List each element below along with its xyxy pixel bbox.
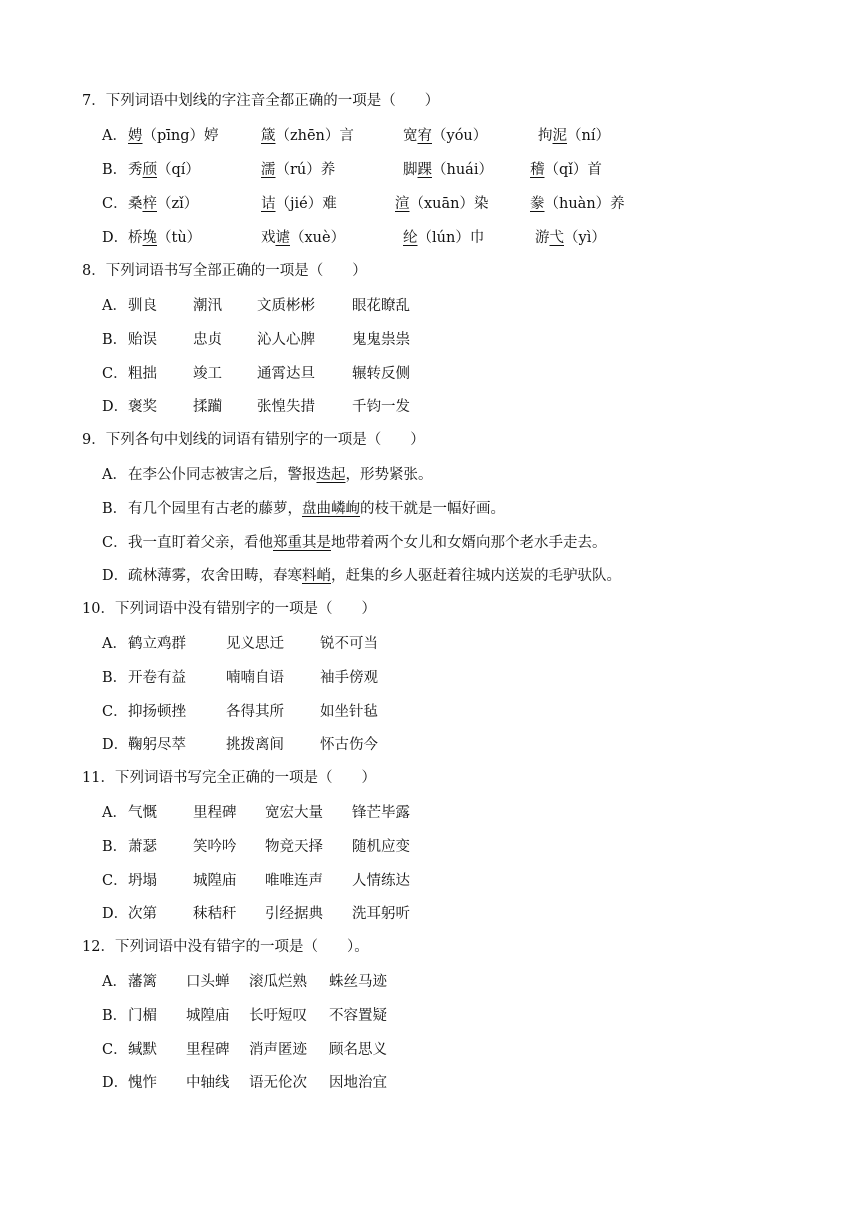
option-text-part: （zǐ）: [157, 196, 199, 212]
option-text: D．: [102, 906, 129, 922]
option-text: D．: [102, 1075, 129, 1091]
question-9-option-d: [102, 566, 822, 586]
option-text: A．: [102, 974, 127, 990]
option-text-part: 我一直盯着父亲，看他: [128, 535, 273, 551]
option-text-part: 桑: [128, 196, 143, 212]
option-text: 长吁短叹: [249, 1008, 307, 1024]
option-text: [128, 499, 505, 519]
option-text: 如坐针毡: [320, 704, 378, 720]
option-text: B．: [102, 501, 128, 517]
option-text: 蛛丝马迹: [329, 974, 387, 990]
underlined-text: 郑重其是: [273, 535, 331, 551]
underlined-text: 稽: [530, 162, 545, 178]
underlined-text: 梓: [142, 196, 157, 212]
option-text: 竣工: [193, 366, 222, 382]
option-text: A．: [102, 805, 127, 821]
option-text: 沁人心脾: [257, 332, 315, 348]
option-text: [128, 533, 607, 553]
underlined-text: 纶: [403, 230, 418, 246]
option-text: 愧怍: [128, 1075, 157, 1091]
option-text: 人情练达: [352, 873, 410, 889]
option-text: 顾名思义: [329, 1042, 387, 1058]
question-7-option-a: [102, 126, 822, 146]
option-text: 锋芒毕露: [352, 805, 410, 821]
option-text: 城隍庙: [186, 1008, 230, 1024]
option-text: 秣秸秆: [193, 906, 237, 922]
option-item: [535, 228, 606, 248]
underlined-text: 泥: [552, 128, 567, 144]
option-item: [403, 160, 493, 180]
option-text: A．: [102, 636, 127, 652]
option-text: C．: [102, 366, 128, 382]
option-text: 千钧一发: [352, 399, 410, 415]
question-12-option-d: [102, 1073, 822, 1093]
question-9-option-b: [102, 499, 822, 519]
option-item: [128, 194, 198, 214]
option-text: 口头蝉: [186, 974, 230, 990]
underlined-text: 渲: [395, 196, 410, 212]
option-text: 鬼鬼祟祟: [352, 332, 410, 348]
option-text-part: （zhēn）言: [275, 128, 354, 144]
option-text-part: （xuè）: [290, 230, 346, 246]
option-text: 袖手傍观: [320, 670, 378, 686]
underlined-text: 谑: [275, 230, 290, 246]
option-text: 消声匿迹: [249, 1042, 307, 1058]
option-text-part: （ní）: [567, 128, 610, 144]
option-item: [530, 194, 625, 214]
underlined-text: 堍: [142, 230, 157, 246]
option-text: 粗拙: [128, 366, 157, 382]
question-8-option-a: [102, 296, 822, 316]
option-text: A．: [102, 467, 127, 483]
question-10-option-b: [102, 668, 822, 688]
option-text: D．: [102, 399, 129, 415]
option-text: 通霄达旦: [257, 366, 315, 382]
question-10-option-c: [102, 702, 822, 722]
underlined-text: 濡: [261, 162, 276, 178]
question-9-stem: 9．下列各句中划线的词语有错别字的一项是（ ）: [82, 432, 425, 448]
question-12-option-b: [102, 1006, 822, 1026]
option-item: [530, 160, 602, 180]
option-item: [261, 194, 337, 214]
underlined-text: 踝: [417, 162, 432, 178]
question-11-stem: 11．下列词语书写完全正确的一项是（ ）: [82, 770, 376, 786]
option-text-part: 在李公仆同志被害之后，警报: [128, 467, 317, 483]
option-text: 见义思迁: [226, 636, 284, 652]
option-text: 萧瑟: [128, 839, 157, 855]
option-text: D．: [102, 737, 129, 753]
option-text-part: （yóu）: [432, 128, 488, 144]
option-text-part: 有几个园里有古老的藤萝，: [128, 501, 302, 517]
option-text-part: 戏: [261, 230, 276, 246]
option-text-part: 疏林薄雾，农舍田畴，春寒: [128, 568, 302, 584]
option-item: [261, 126, 354, 146]
question-7-option-b: [102, 160, 822, 180]
option-text: 鹤立鸡群: [128, 636, 186, 652]
option-text: [128, 566, 621, 586]
option-text: 次第: [128, 906, 157, 922]
question-7-option-d: [102, 228, 822, 248]
option-text-part: （lún）巾: [417, 230, 485, 246]
option-text: 驯良: [128, 298, 157, 314]
option-text: 忠贞: [193, 332, 222, 348]
option-text-part: 桥: [128, 230, 143, 246]
option-text-part: （qí）: [157, 162, 200, 178]
question-7-option-c: [102, 194, 822, 214]
question-11-option-b: [102, 837, 822, 857]
underlined-text: 宥: [417, 128, 432, 144]
option-text-part: 游: [535, 230, 550, 246]
option-text: 不容置疑: [329, 1008, 387, 1024]
option-text: 门楣: [128, 1008, 157, 1024]
question-11-option-d: [102, 904, 822, 924]
option-text-part: （yì）: [564, 230, 606, 246]
option-text-part: （xuān）染: [409, 196, 489, 212]
option-item: [128, 160, 200, 180]
option-text: B．: [102, 670, 128, 686]
question-9-option-a: [102, 465, 822, 485]
option-text: 张惶失措: [257, 399, 315, 415]
option-text: B．: [102, 1008, 128, 1024]
option-text: 开卷有益: [128, 670, 186, 686]
underlined-text: 箴: [261, 128, 276, 144]
option-text-part: 宽: [403, 128, 418, 144]
option-text: C．: [102, 535, 128, 551]
option-text: 里程碑: [193, 805, 237, 821]
option-text-part: ，赶集的乡人驱赶着往城内送炭的毛驴驮队。: [331, 568, 621, 584]
option-text-part: （huàn）养: [544, 196, 625, 212]
option-text-part: （huái）: [432, 162, 493, 178]
underlined-text: 料峭: [302, 568, 331, 584]
option-text: B．: [102, 162, 128, 178]
underlined-text: 豢: [530, 196, 545, 212]
option-text: 物竞天择: [265, 839, 323, 855]
option-text: 唯唯连声: [265, 873, 323, 889]
option-text: 喃喃自语: [226, 670, 284, 686]
option-text: 城隍庙: [193, 873, 237, 889]
option-text: 辗转反侧: [352, 366, 410, 382]
question-11-option-c: [102, 871, 822, 891]
option-label: A．: [102, 128, 127, 144]
option-text: 藩篱: [128, 974, 157, 990]
option-text: 语无伦次: [249, 1075, 307, 1091]
option-text: 抑扬顿挫: [128, 704, 186, 720]
question-10-option-d: [102, 735, 822, 755]
option-text-part: （rú）养: [275, 162, 336, 178]
option-text: D．: [102, 568, 129, 584]
option-text: D．: [102, 230, 129, 246]
question-8-stem: 8．下列词语书写全部正确的一项是（ ）: [82, 263, 367, 279]
question-8-option-d: [102, 397, 822, 417]
option-text: 挑拨离间: [226, 737, 284, 753]
option-text: B．: [102, 332, 128, 348]
option-text: 笑吟吟: [193, 839, 237, 855]
underlined-text: 娉: [128, 128, 143, 144]
option-text: 引经据典: [265, 906, 323, 922]
question-8-option-c: [102, 364, 822, 384]
option-text: C．: [102, 704, 128, 720]
option-item: [395, 194, 489, 214]
underlined-text: 颀: [142, 162, 157, 178]
option-text-part: （qǐ）首: [544, 162, 602, 178]
option-text: 揉躏: [193, 399, 222, 415]
option-text: 气慨: [128, 805, 157, 821]
option-text: 褒奖: [128, 399, 157, 415]
option-text: 洗耳躬听: [352, 906, 410, 922]
question-12-option-a: [102, 972, 822, 992]
option-text-part: 拘: [538, 128, 553, 144]
option-text: 里程碑: [186, 1042, 230, 1058]
option-text: 中轴线: [186, 1075, 230, 1091]
option-text-part: 的枝干就是一幅好画。: [360, 501, 505, 517]
question-9-option-c: [102, 533, 822, 553]
option-text: 各得其所: [226, 704, 284, 720]
option-text-part: 地带着两个女儿和女婿向那个老水手走去。: [331, 535, 607, 551]
option-text: 眼花瞭乱: [352, 298, 410, 314]
option-text: 随机应变: [352, 839, 410, 855]
option-text: 怀古伤今: [320, 737, 378, 753]
option-text-part: 秀: [128, 162, 143, 178]
option-text-part: 脚: [403, 162, 418, 178]
option-text: 锐不可当: [320, 636, 378, 652]
question-8-option-b: [102, 330, 822, 350]
question-7-stem: 7．下列词语中划线的字注音全都正确的一项是（ ）: [82, 93, 440, 109]
question-12-option-c: [102, 1040, 822, 1060]
question-10-stem: 10．下列词语中没有错别字的一项是（ ）: [82, 601, 376, 617]
option-item: [403, 126, 487, 146]
underlined-text: 弋: [549, 230, 564, 246]
option-item: [128, 126, 219, 146]
option-item: [261, 160, 335, 180]
option-text: 文质彬彬: [257, 298, 315, 314]
option-text: 缄默: [128, 1042, 157, 1058]
option-item: [261, 228, 345, 248]
option-item: [538, 126, 610, 146]
option-text: 坍塌: [128, 873, 157, 889]
option-text: [128, 465, 433, 485]
option-text: C．: [102, 873, 128, 889]
option-text: 宽宏大量: [265, 805, 323, 821]
option-text: 滚瓜烂熟: [249, 974, 307, 990]
question-12-stem: 12．下列词语中没有错字的一项是（ ）。: [82, 939, 369, 955]
option-text: B．: [102, 839, 128, 855]
option-text: C．: [102, 1042, 128, 1058]
option-text: 因地治宜: [329, 1075, 387, 1091]
option-text: 贻误: [128, 332, 157, 348]
option-text-part: （tù）: [157, 230, 202, 246]
option-text: A．: [102, 298, 127, 314]
option-item: [128, 228, 201, 248]
option-text-part: （jié）难: [275, 196, 337, 212]
underlined-text: 迭起: [316, 467, 346, 483]
option-item: [403, 228, 484, 248]
underlined-text: 诘: [261, 196, 276, 212]
question-10-option-a: [102, 634, 822, 654]
option-text: 潮汛: [193, 298, 222, 314]
option-text-part: ，形势紧张。: [345, 467, 433, 483]
option-text: 鞠躬尽萃: [128, 737, 186, 753]
question-11-option-a: [102, 803, 822, 823]
option-text-part: （pīng）婷: [142, 128, 219, 144]
underlined-text: 盘曲嶙峋: [302, 501, 360, 517]
option-text: C．: [102, 196, 128, 212]
